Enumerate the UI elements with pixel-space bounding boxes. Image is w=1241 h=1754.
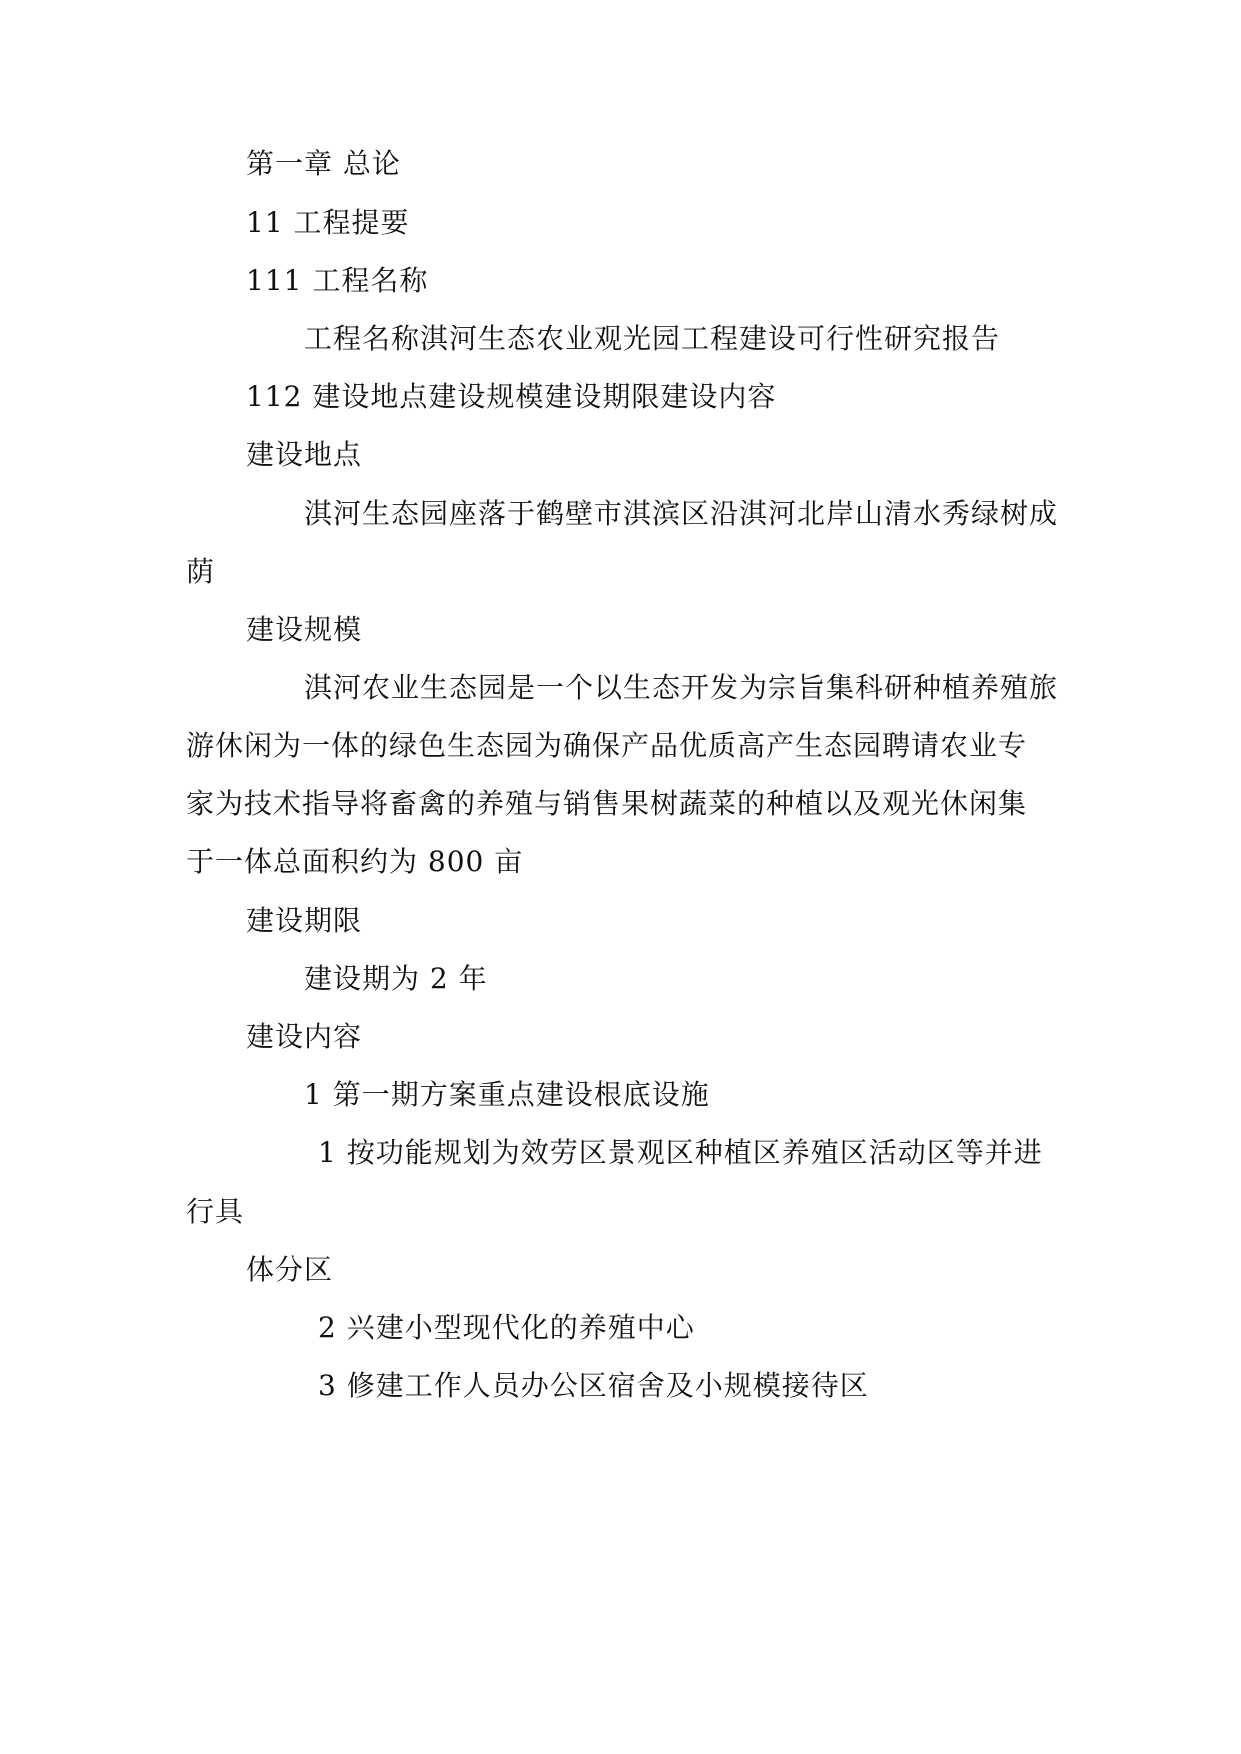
list-item-3: 3 修建工作人员办公区宿舍及小规模接待区 xyxy=(318,1369,869,1402)
section-heading-1-1: 11 工程提要 xyxy=(246,206,410,239)
scale-paragraph-line: 游休闲为一体的绿色生态园为确保产品优质高产生态园聘请农业专 xyxy=(186,729,1028,762)
location-heading: 建设地点 xyxy=(246,438,363,471)
section-heading-1-1-1: 111 工程名称 xyxy=(246,264,429,297)
content-heading: 建设内容 xyxy=(246,1020,363,1053)
list-item-1-line: 1 按功能规划为效劳区景观区种植区养殖区活动区等并进 xyxy=(318,1136,1043,1169)
scale-paragraph-line: 家为技术指导将畜禽的养殖与销售果树蔬菜的种植以及观光休闲集 xyxy=(186,787,1028,820)
location-paragraph-line: 荫 xyxy=(186,555,216,588)
location-paragraph-line: 淇河生态园座落于鹤壁市淇滨区沿淇河北岸山清水秀绿树成 xyxy=(304,497,1059,530)
scale-paragraph-line: 淇河农业生态园是一个以生态开发为宗旨集科研种植养殖旅 xyxy=(304,671,1059,704)
section-heading-1-1-2: 112 建设地点建设规模建设期限建设内容 xyxy=(246,380,777,413)
list-item-1-line: 行具 xyxy=(186,1195,245,1228)
period-paragraph: 建设期为 2 年 xyxy=(304,962,488,995)
chapter-title: 第一章 总论 xyxy=(246,147,401,180)
scale-heading: 建设规模 xyxy=(246,613,363,646)
list-item-1-line: 体分区 xyxy=(246,1253,334,1286)
phase1-paragraph: 1 第一期方案重点建设根底设施 xyxy=(304,1078,710,1111)
scale-paragraph-line: 于一体总面积约为 800 亩 xyxy=(186,845,524,878)
period-heading: 建设期限 xyxy=(246,904,363,937)
project-name-paragraph: 工程名称淇河生态农业观光园工程建设可行性研究报告 xyxy=(304,322,1001,355)
list-item-2: 2 兴建小型现代化的养殖中心 xyxy=(318,1311,695,1344)
